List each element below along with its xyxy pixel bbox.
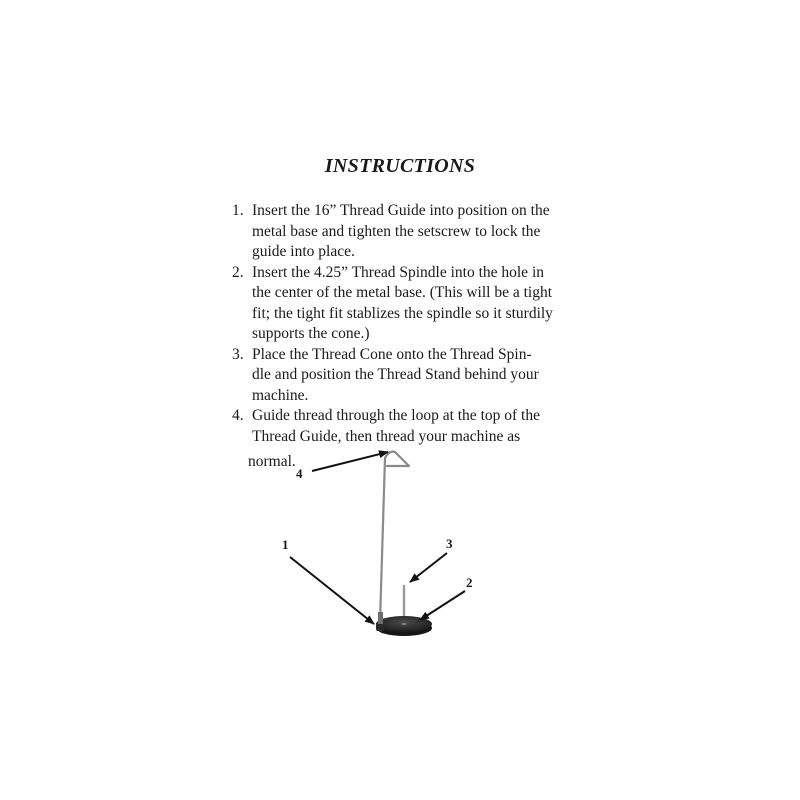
step-line: Insert the 4.25” Thread Spindle into the hole in (252, 263, 544, 281)
base-hole (401, 623, 406, 625)
step-line: the center of the metal base. (This will be a tight (252, 284, 552, 301)
step-line: Place the Thread Cone onto the Thread Spin- (252, 345, 532, 363)
callout-label-2: 2 (466, 575, 473, 590)
step-line: Insert the 16” Thread Guide into position on the (252, 202, 550, 219)
step-line: supports the cone.) (252, 325, 370, 342)
callout-label-4: 4 (296, 466, 303, 481)
step-number: 1. (232, 202, 244, 219)
step-line: Guide thread through the loop at the top of the (252, 407, 540, 424)
callout-arrow-2 (420, 591, 465, 620)
step-line: machine. (252, 386, 309, 404)
callout-arrow-1 (290, 557, 374, 624)
step-line: fit; the tight fit stablizes the spindle so it sturdily (252, 304, 553, 322)
step-line: metal base and tighten the setscrew to lock the (252, 222, 541, 240)
callout-arrow-3 (410, 553, 447, 582)
step-number: 2. (232, 263, 244, 281)
step-line: Thread Guide, then thread your machine as (252, 427, 521, 445)
step-number: 3. (232, 345, 244, 363)
callout-arrow-4 (312, 452, 388, 471)
step-line: guide into place. (252, 243, 355, 260)
callout-label-1: 1 (282, 537, 289, 552)
step-line: dle and position the Thread Stand behind your (252, 366, 539, 383)
step-number: 4. (232, 407, 244, 424)
step-line: normal. (248, 453, 296, 470)
instructions-title: INSTRUCTIONS (324, 155, 476, 177)
callout-label-3: 3 (446, 536, 453, 551)
guide-mount (378, 612, 383, 624)
